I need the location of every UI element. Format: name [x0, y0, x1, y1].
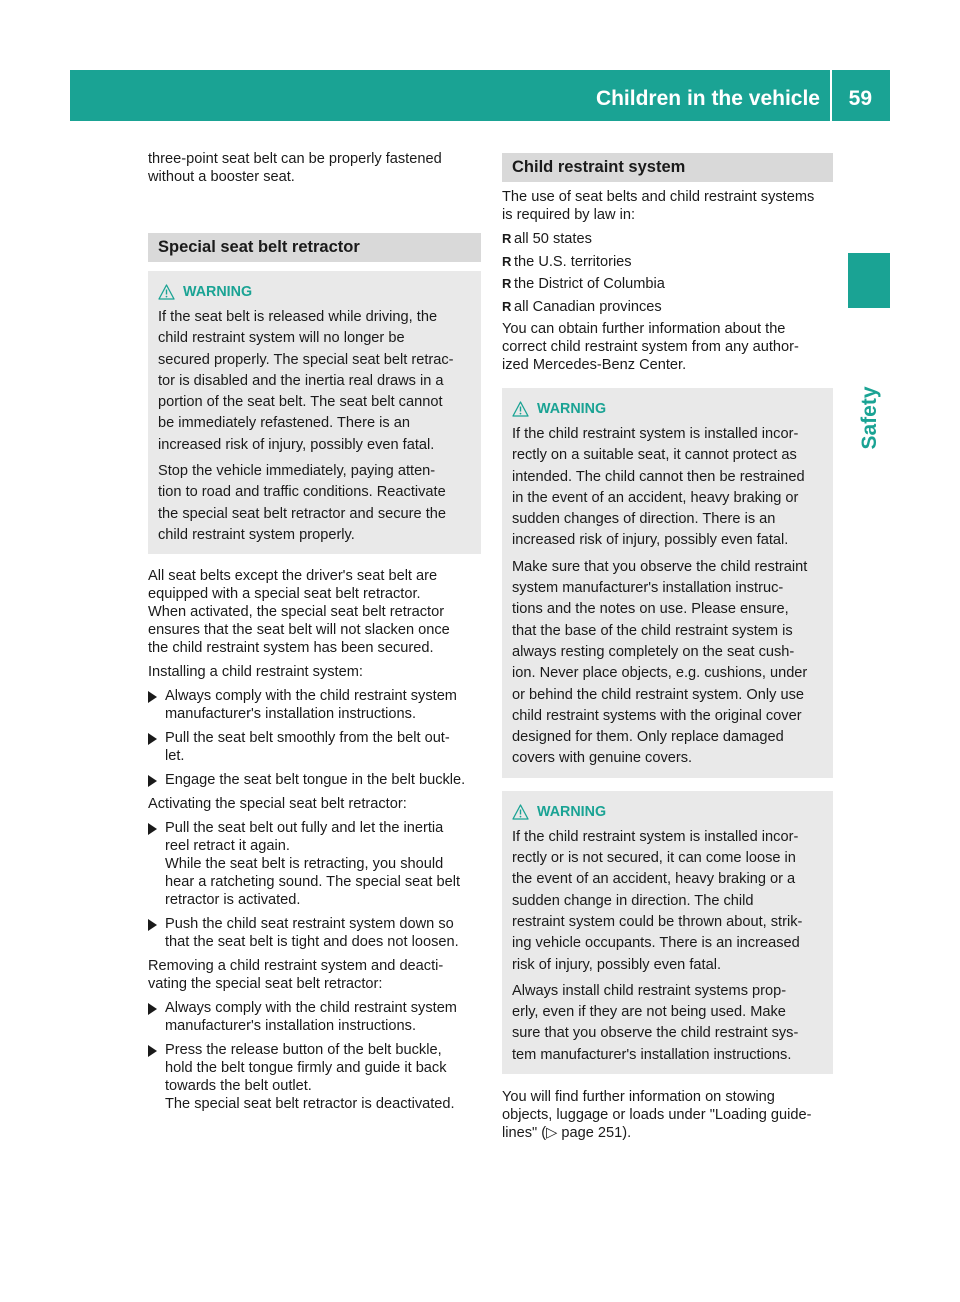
bullet-marker: R — [502, 298, 512, 314]
text-line: If the child restraint system is installed incor- — [512, 426, 799, 442]
text-line: sudden changes of direction. There is an — [512, 511, 776, 528]
text-line: Make sure that you observe the child restraint — [512, 558, 808, 575]
text-line: tem manufacturer's installation instructions. — [512, 1046, 792, 1063]
text-line: child restraint system will no longer be — [158, 330, 405, 347]
warning-title-text: WARNING — [183, 284, 253, 300]
text-line: correct child restraint system from any author- — [502, 339, 799, 355]
text-line: that the base of the child restraint system is — [512, 622, 793, 639]
intro-paragraph — [148, 150, 481, 186]
instruction-step — [148, 771, 481, 789]
warning-title-text: WARNING — [537, 401, 607, 417]
text-line: manufacturer's installation instructions. — [165, 706, 416, 723]
procedure-label — [148, 957, 481, 993]
text-line: ion. Never place objects, e.g. cushions, under — [512, 665, 808, 682]
instruction-step — [148, 915, 481, 951]
bullet-marker: R — [502, 231, 512, 246]
instruction-step — [148, 687, 481, 723]
step-arrow-icon — [148, 1045, 157, 1057]
step-arrow-icon — [148, 823, 157, 835]
text-line: Always comply with the child restraint system — [165, 688, 457, 705]
step-arrow-icon — [148, 919, 157, 931]
step-arrow-icon — [148, 1003, 157, 1015]
text-line: tions and the notes on use. Please ensure, — [512, 601, 789, 618]
warning-paragraph — [158, 461, 473, 546]
warning-title — [158, 283, 473, 301]
text-line: Push the child seat restraint system down so — [165, 916, 454, 933]
text-line: in the event of an accident, heavy braking or — [512, 489, 799, 506]
text-line: Press the release button of the belt buckle, — [165, 1042, 442, 1059]
warning-title-text: WARNING — [537, 803, 607, 820]
text-line: Pull the seat belt out fully and let the inertia — [165, 820, 444, 837]
page-reference-link[interactable] — [546, 1125, 631, 1141]
text-line: All seat belts except the driver's seat belt are — [148, 568, 438, 585]
list-item-text: all Canadian provinces — [514, 298, 662, 315]
text-line: hold the belt tongue firmly and guide it back — [165, 1060, 447, 1077]
page-header — [70, 70, 890, 121]
text-line: tion to road and traffic conditions. Reactivate — [158, 484, 446, 501]
text-line: risk of injury, possibly even fatal. — [512, 956, 721, 973]
text-line: When activated, the special seat belt retractor — [148, 604, 445, 621]
text-line: intended. The child cannot then be restrained — [512, 468, 805, 485]
text-line: secured properly. The special seat belt retrac- — [158, 351, 454, 368]
warning-box — [502, 791, 833, 1074]
list-item — [502, 298, 833, 316]
section-title: Children in the vehicle — [595, 87, 820, 110]
text-line: If the child restraint system is installed incor- — [512, 828, 799, 845]
text-line: ized Mercedes-Benz Center. — [502, 357, 687, 373]
text-line: equipped with a special seat belt retractor. — [148, 586, 421, 603]
text-line: increased risk of injury, possibly even fatal. — [158, 436, 435, 453]
text-line: sure that you observe the child restraint sys- — [512, 1025, 799, 1042]
text-line: increased risk of injury, possibly even fatal. — [512, 532, 789, 549]
text-line: be immediately refastened. There is an — [158, 415, 411, 432]
instruction-step — [148, 1041, 481, 1113]
bullet-marker: R — [502, 276, 512, 291]
text-line: sudden change in direction. The child — [512, 892, 754, 909]
text-line: without a booster seat. — [148, 169, 295, 185]
warning-box — [502, 388, 833, 778]
warning-box — [148, 271, 481, 554]
text-line: vating the special seat belt retractor: — [148, 976, 383, 993]
text-line: erly, even if they are not being used. Make — [512, 1004, 786, 1021]
instruction-step — [148, 999, 481, 1035]
warning-paragraph — [512, 424, 825, 552]
list-item-text: the U.S. territories — [514, 253, 632, 270]
right-column — [502, 150, 833, 1142]
warning-triangle-icon — [158, 284, 175, 300]
text-line: is required by law in: — [502, 207, 636, 223]
list-item — [502, 253, 833, 271]
header-divider — [830, 70, 832, 121]
bullet-marker: R — [502, 253, 512, 269]
text-line: rectly or is not secured, it can come loose in — [512, 850, 796, 867]
text-line: child restraint systems with the original cover — [512, 707, 802, 724]
list-item-text: the District of Columbia — [514, 276, 665, 292]
warning-title — [512, 400, 825, 418]
text-line: portion of the seat belt. The seat belt cannot — [158, 394, 443, 411]
warning-paragraph — [512, 557, 825, 770]
text-line: towards the belt outlet. — [165, 1078, 312, 1095]
text-line: Removing a child restraint system and deacti- — [148, 958, 444, 975]
text-line: three-point seat belt can be properly fastened — [148, 151, 442, 167]
text-line: ing vehicle occupants. There is an increased — [512, 935, 800, 952]
info-paragraph — [502, 320, 833, 374]
warning-paragraph — [512, 827, 825, 976]
text-line: manufacturer's installation instructions. — [165, 1018, 416, 1035]
warning-paragraph — [512, 981, 825, 1066]
text-line: the event of an accident, heavy braking or a — [512, 871, 796, 888]
text-line: let. — [165, 748, 185, 765]
text-line: always resting completely on the seat cush- — [512, 643, 795, 660]
text-line: Pull the seat belt smoothly from the belt out- — [165, 730, 450, 747]
text-line: Engage the seat belt tongue in the belt buckle. — [165, 772, 466, 789]
warning-paragraph — [158, 307, 473, 456]
step-arrow-icon — [148, 733, 157, 745]
text-line: the special seat belt retractor and secure the — [158, 505, 446, 522]
text-line: ensures that the seat belt will not slacken once — [148, 622, 450, 639]
page-reference-icon: ▷ — [546, 1125, 558, 1142]
text-line: While the seat belt is retracting, you should — [165, 856, 444, 873]
step-arrow-icon — [148, 775, 157, 787]
intro-paragraph — [502, 188, 833, 224]
text-line: tor is disabled and the inertia real draws in a — [158, 372, 444, 389]
text-line: You can obtain further information about the — [502, 321, 786, 337]
chapter-label-text: Safety — [858, 386, 881, 450]
chapter-tab-marker — [848, 253, 890, 308]
list-item — [502, 275, 833, 293]
procedure-label: Activating the special seat belt retractor: — [148, 796, 407, 813]
text-line: or behind the child restraint system. Only use — [512, 686, 805, 703]
section-heading: Child restraint system — [502, 153, 833, 182]
text-line: the child restraint system has been secured. — [148, 640, 434, 657]
text-line: The special seat belt retractor is deactivated. — [165, 1096, 455, 1113]
footer-paragraph — [502, 1088, 833, 1142]
text-line: Stop the vehicle immediately, paying atten- — [158, 463, 436, 480]
page-number: 59 — [848, 87, 872, 110]
warning-title — [512, 803, 825, 821]
text-line: You will find further information on stowing — [502, 1089, 775, 1106]
text-line: rectly on a suitable seat, it cannot protect as — [512, 447, 797, 464]
text-line: child restraint system properly. — [158, 526, 355, 543]
text-line: retractor is activated. — [165, 892, 301, 909]
text-line: restraint system could be thrown about, strik- — [512, 913, 803, 930]
text-line: hear a ratcheting sound. The special seat belt — [165, 874, 461, 891]
body-paragraph — [148, 567, 481, 657]
text-line: designed for them. Only replace damaged — [512, 729, 784, 746]
text-line: Always install child restraint systems prop- — [512, 982, 787, 999]
text-line: that the seat belt is tight and does not loosen. — [165, 934, 459, 951]
text-line: Always comply with the child restraint system — [165, 1000, 457, 1017]
list-item-text: all 50 states — [514, 231, 592, 247]
text-line: If the seat belt is released while driving, the — [158, 309, 438, 325]
text-line: lines" ( — [502, 1125, 547, 1142]
text-line: system manufacturer's installation instruc- — [512, 580, 784, 597]
list-item — [502, 230, 833, 248]
text-line: covers with genuine covers. — [512, 750, 693, 767]
chapter-label — [850, 368, 890, 468]
text-line: The use of seat belts and child restraint systems — [502, 189, 815, 205]
warning-triangle-icon — [512, 401, 529, 417]
section-heading: Special seat belt retractor — [148, 233, 481, 262]
step-arrow-icon — [148, 691, 157, 703]
procedure-label: Installing a child restraint system: — [148, 664, 363, 681]
instruction-step — [148, 819, 481, 909]
page-reference-text: page 251). — [557, 1125, 632, 1142]
instruction-step — [148, 729, 481, 765]
left-column — [148, 150, 481, 1119]
text-line: reel retract it again. — [165, 838, 290, 855]
warning-triangle-icon — [512, 804, 529, 820]
text-line: objects, luggage or loads under "Loading guide- — [502, 1107, 812, 1124]
